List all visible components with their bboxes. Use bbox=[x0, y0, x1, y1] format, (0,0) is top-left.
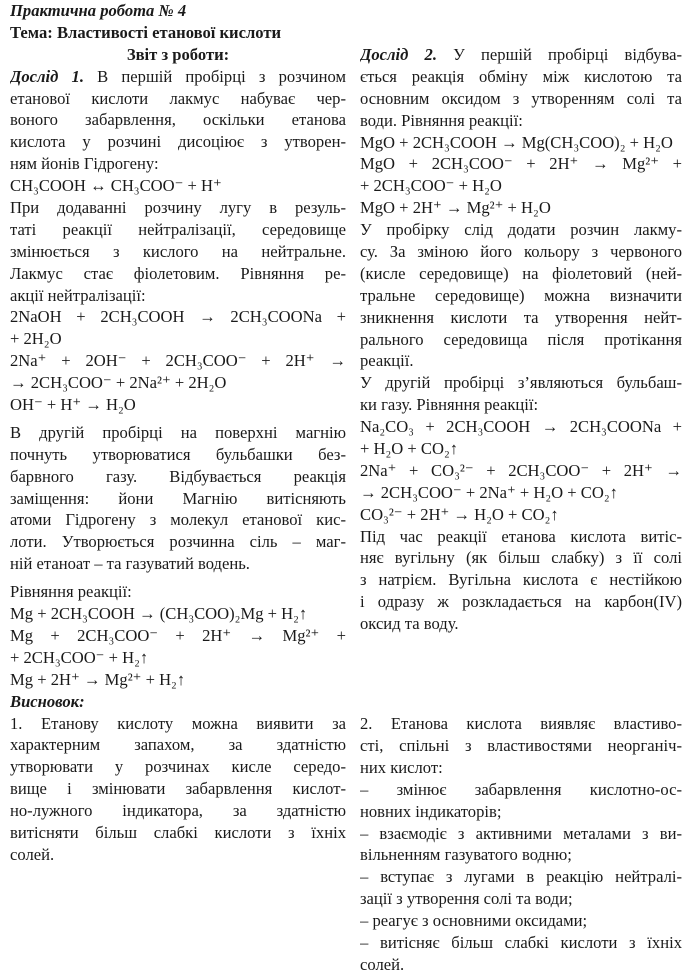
text-line: характерним запахом, за здатністю bbox=[10, 735, 346, 755]
list-item: – реагує з основними оксидами; bbox=[360, 911, 588, 931]
exp1-label: Дослід 1. bbox=[10, 66, 84, 86]
equation: OH⁻ + H⁺ → H₂O bbox=[10, 395, 136, 415]
text-line: вище і змінювати забарвлення кислот- bbox=[10, 779, 346, 799]
text-line: (кисле середовище) на фіолетовий (ней- bbox=[360, 263, 682, 283]
equation: Mg + 2H⁺ → Mg²⁺ + H₂↑ bbox=[10, 669, 186, 689]
text-line: почнуть утворюватися бульбашки без- bbox=[10, 444, 346, 464]
equation: 2Na⁺ + 2OH⁻ + 2CH₃COO⁻ + 2H⁺ → bbox=[10, 351, 346, 371]
text-line: лоти. Утворюється розчинна сіль – маг- bbox=[10, 532, 346, 552]
left-column bbox=[10, 0, 346, 866]
exp2-label: Дослід 2. bbox=[360, 45, 437, 64]
text-line: солей. bbox=[10, 844, 55, 864]
text-line: но-лужного індикатора, за здатністю bbox=[10, 801, 346, 821]
text-line: таті реакції нейтралізації, середовище bbox=[10, 219, 346, 239]
text-line: з натрієм. Вугільна кислота є нестійкою bbox=[360, 570, 682, 590]
equation: → 2CH₃COO⁻ + 2Na⁺ + H₂O + CO₂↑ bbox=[360, 482, 618, 502]
text-line: При додаванні розчину лугу в резуль- bbox=[10, 198, 346, 218]
text-line: ній етаноат – та газуватий водень. bbox=[10, 554, 250, 574]
equation: 2Na⁺ + CO₃²⁻ + 2CH₃COO⁻ + 2H⁺ → bbox=[360, 460, 682, 480]
right-column bbox=[360, 44, 682, 976]
text-line: реакції. bbox=[360, 351, 414, 371]
equation: CH₃COOH ↔ CH₃COO⁻ + H⁺ bbox=[10, 176, 222, 196]
equation: + 2CH₃COO⁻ + H₂O bbox=[360, 176, 502, 196]
list-item: вільненням газуватого водню; bbox=[360, 845, 572, 865]
text-line: ється реакція обміну між кислотою та bbox=[360, 66, 682, 86]
list-item: – вступає з лугами в реакцію нейтралі- bbox=[360, 867, 682, 887]
list-item: зації з утворення солі та води; bbox=[360, 889, 573, 909]
text-line: зникнення кислоти та утворення нейт- bbox=[360, 307, 682, 327]
text-line: В другій пробірці на поверхні магнію bbox=[10, 422, 346, 442]
text-line: Під час реакції етанова кислота витіс- bbox=[360, 526, 682, 546]
text-line: У другій пробірці з’являються бульбаш- bbox=[360, 373, 682, 393]
equation: + H₂O + CO₂↑ bbox=[360, 439, 459, 459]
equation: + 2CH₃COO⁻ + H₂↑ bbox=[10, 647, 149, 667]
text-line: кислота у розчині дисоціює з утворен- bbox=[10, 132, 346, 152]
text-line: води. Рівняння реакції: bbox=[360, 110, 523, 130]
equation: 2NaOH + 2CH₃COOH → 2CH₃COONa + bbox=[10, 307, 346, 327]
text-line: утворювати у розчинах кисле середо- bbox=[10, 757, 346, 777]
conclusion-label: Висновок: bbox=[10, 691, 85, 711]
report-heading: Звіт з роботи: bbox=[126, 44, 230, 64]
list-item: новних індикаторів; bbox=[360, 801, 502, 821]
text-line: ням йонів Гідрогену: bbox=[10, 154, 159, 174]
equation: + 2H₂O bbox=[10, 329, 62, 349]
equation: → 2CH₃COO⁻ + 2Na²⁺ + 2H₂O bbox=[10, 373, 227, 393]
text-line: У пробірку слід додати розчин лакму- bbox=[360, 220, 682, 240]
equation: MgO + 2H⁺ → Mg²⁺ + H₂O bbox=[360, 198, 551, 218]
text-line: і одразу ж розкладається на карбон(IV) bbox=[360, 592, 682, 612]
text-line: основним оксидом з утворенням солі та bbox=[360, 88, 682, 108]
text-line: Рівняння реакції: bbox=[10, 582, 132, 602]
text-line: 2. Етанова кислота виявляє властиво- bbox=[360, 714, 682, 734]
equation: Mg + 2CH₃COO⁻ + 2H⁺ → Mg²⁺ + bbox=[10, 625, 346, 645]
equation: CO₃²⁻ + 2H⁺ → H₂O + CO₂↑ bbox=[360, 504, 559, 524]
list-item: солей. bbox=[360, 954, 405, 974]
work-title: Практична робота № 4 bbox=[10, 1, 187, 20]
text-line: рального середовища після протікання bbox=[360, 329, 682, 349]
topic: Тема: Властивості етанової кислоти bbox=[10, 22, 282, 42]
equation: Mg + 2CH₃COOH → (CH₃COO)₂Mg + H₂↑ bbox=[10, 604, 308, 624]
equation: MgO + 2CH₃COO⁻ + 2H⁺ → Mg²⁺ + bbox=[360, 154, 682, 174]
text-line: Лакмус стає фіолетовим. Рівняння ре- bbox=[10, 263, 346, 283]
text-line: тральне середовище) можна визначити bbox=[360, 285, 682, 305]
text-line: них кислот: bbox=[360, 757, 443, 777]
equation: Na₂CO₃ + 2CH₃COOH → 2CH₃COONa + bbox=[360, 417, 682, 437]
text-line: витісняти більш слабкі кислоти з їхніх bbox=[10, 822, 346, 842]
text-line: атоми Гідрогену з молекул етанової кис- bbox=[10, 510, 346, 530]
list-item: – змінює забарвлення кислотно-ос- bbox=[360, 779, 682, 799]
text-line: ки газу. Рівняння реакції: bbox=[360, 395, 539, 415]
text-line: заміщення: йони Магнію витісняють bbox=[10, 488, 346, 508]
text-line: воного забарвлення, оскільки етанова bbox=[10, 110, 346, 130]
text-line: змінюється з кислого на нейтральне. bbox=[10, 241, 346, 261]
text-line: барвного газу. Відбувається реакція bbox=[10, 466, 346, 486]
list-item: – взаємодіє з активними металами з ви- bbox=[360, 823, 682, 843]
text-line: няє вугільну (як більш слабку) з її солі bbox=[360, 548, 682, 568]
list-item: – витісняє більш слабкі кислоти з їхніх bbox=[360, 932, 682, 952]
equation: MgO + 2CH₃COOH → Mg(CH₃COO)₂ + H₂O bbox=[360, 132, 673, 152]
exp2-first-line: Дослід 2. У першій пробірці відбува- bbox=[360, 45, 682, 64]
text-line: акції нейтралізації: bbox=[10, 285, 146, 305]
text-line: 1. Етанову кислоту можна виявити за bbox=[10, 713, 346, 733]
text-line: етанової кислоти лакмус набуває чер- bbox=[10, 88, 346, 108]
text-line: сті, спільні з властивостями неорганіч- bbox=[360, 735, 682, 755]
exp1-first-line: Дослід 1. В першій пробірці з розчином bbox=[10, 66, 346, 86]
text-line: оксид та воду. bbox=[360, 614, 459, 634]
text-line: су. За зміною його кольору з червоного bbox=[360, 242, 682, 262]
